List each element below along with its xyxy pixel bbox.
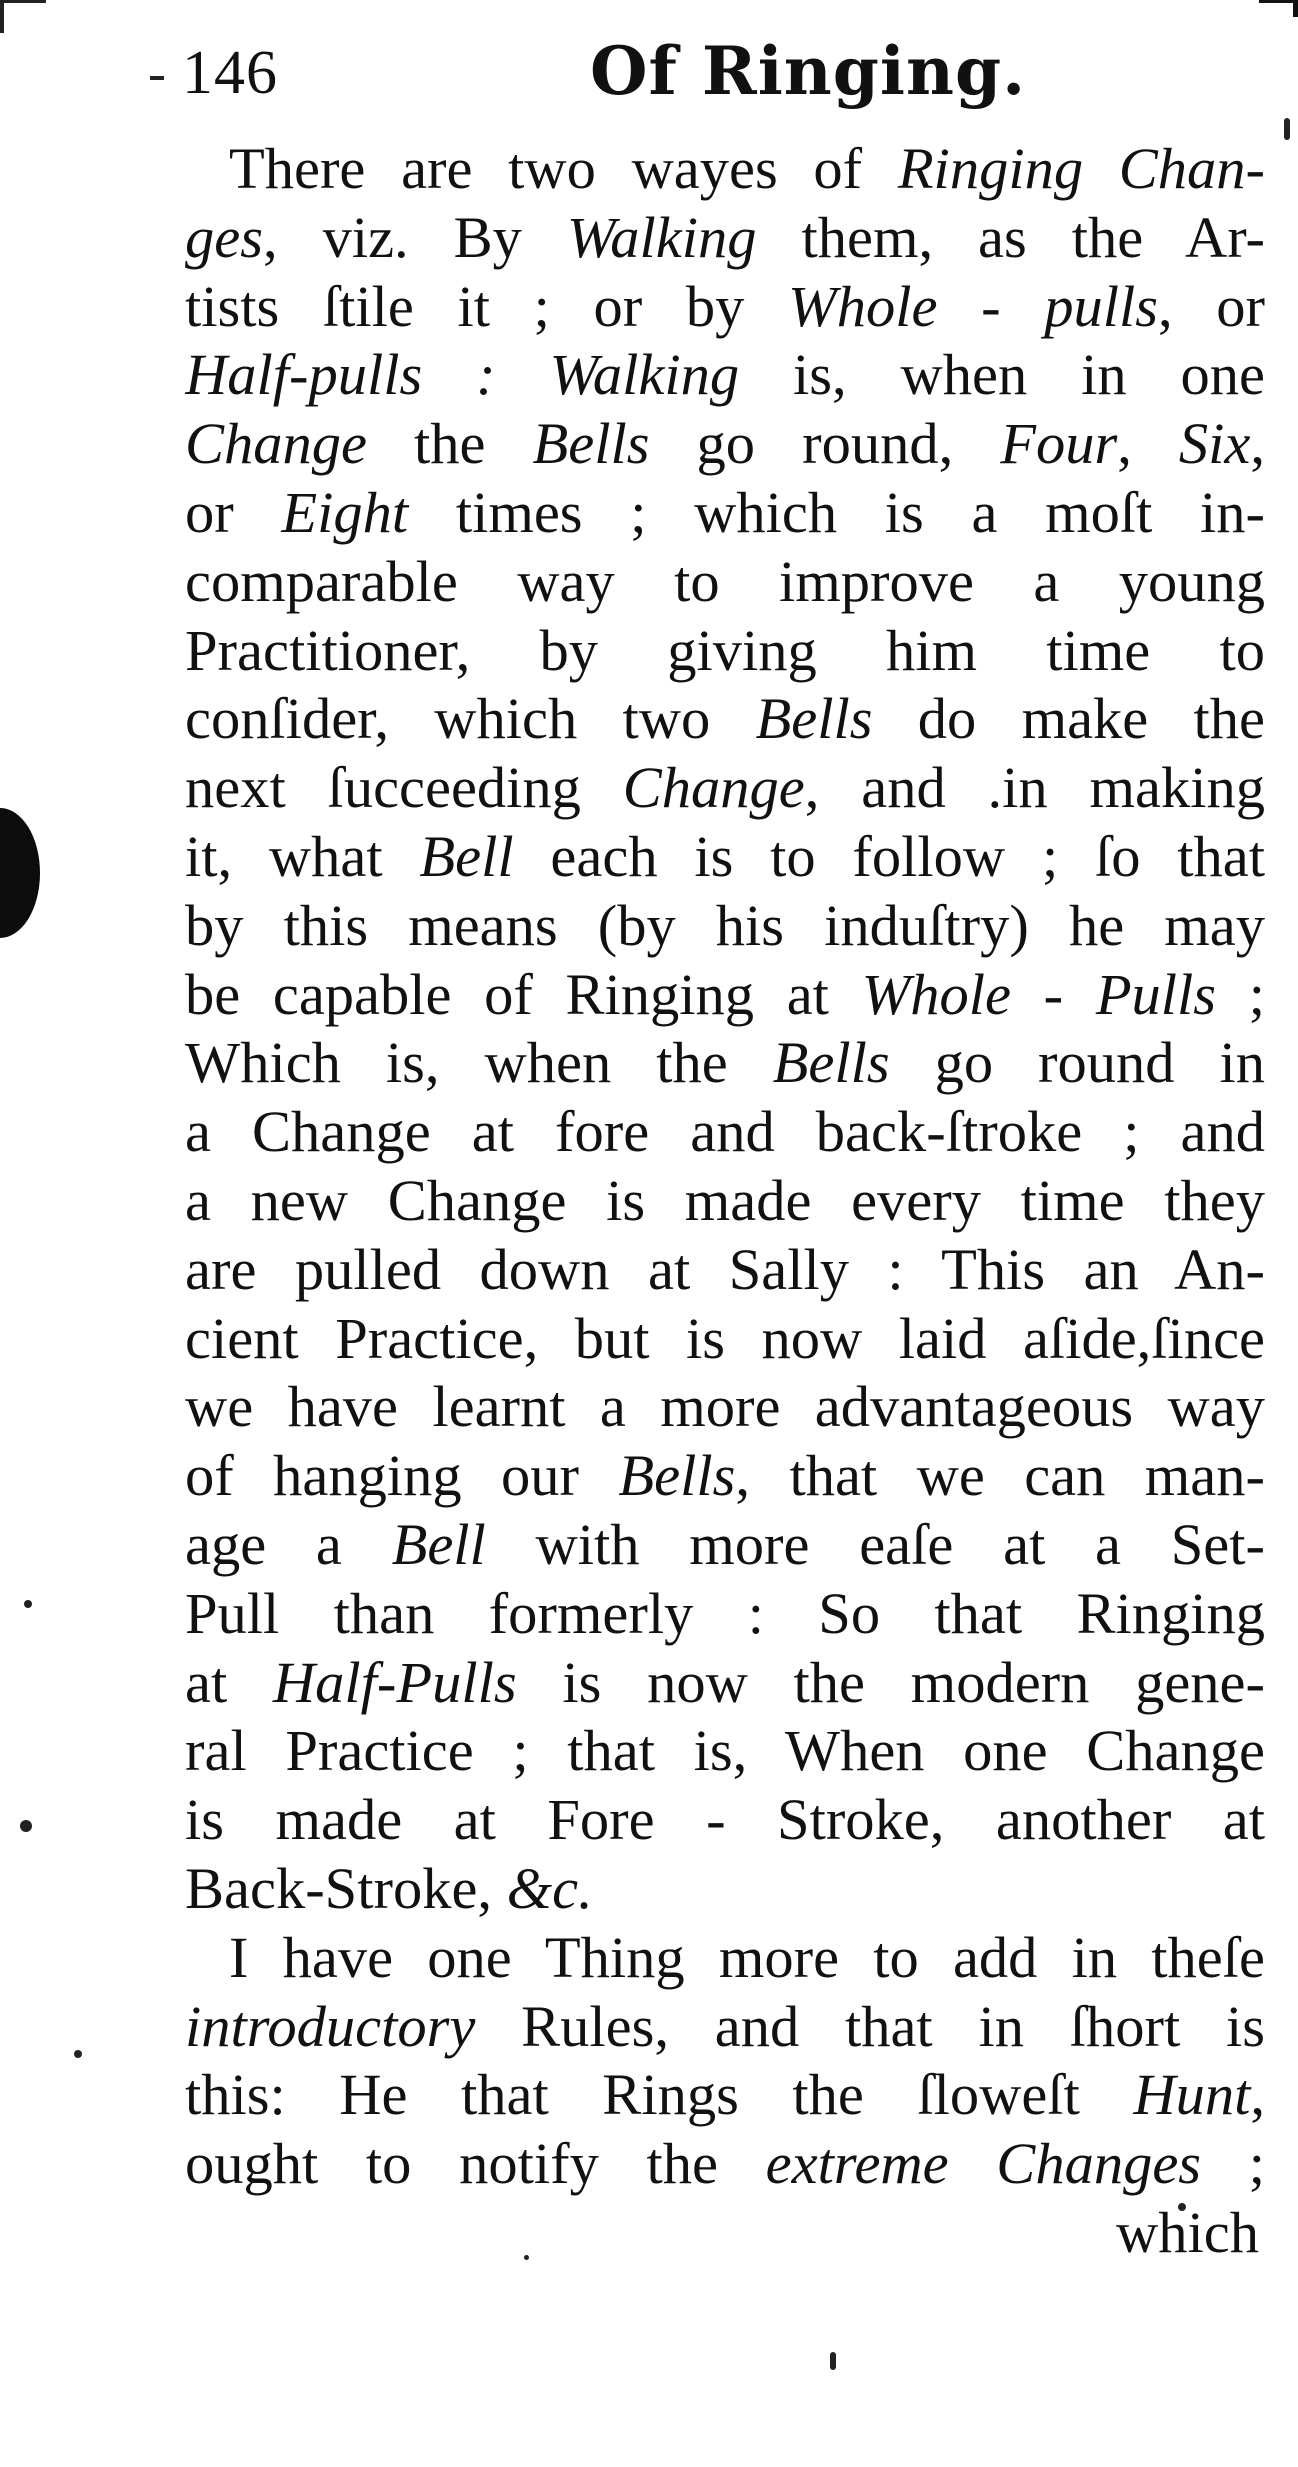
text-line bbox=[185, 823, 1265, 892]
catchword: which bbox=[1116, 2199, 1259, 2265]
text-run: it, what bbox=[185, 823, 420, 889]
text-line bbox=[185, 617, 1265, 686]
text-run: each is to follow ; ſo that bbox=[513, 823, 1265, 889]
italic-run: Whole - Pulls bbox=[861, 961, 1217, 1027]
text-run: go round in bbox=[889, 1030, 1265, 1096]
text-run: times ; which is a moſt in- bbox=[408, 479, 1265, 545]
text-line bbox=[185, 1855, 1265, 1924]
text-run: , bbox=[1117, 411, 1179, 477]
text-run: be capable of Ringing at bbox=[185, 961, 862, 1027]
text-run: , viz. By bbox=[262, 204, 567, 270]
text-run bbox=[496, 342, 550, 407]
ink-speck bbox=[24, 1600, 32, 1608]
italic-run: Ringing Chan- bbox=[897, 136, 1265, 201]
page-number: 146 bbox=[182, 39, 278, 107]
text-line bbox=[185, 1236, 1265, 1305]
italic-run: Hunt bbox=[1133, 2062, 1251, 2128]
italic-run: Walking bbox=[549, 342, 740, 408]
text-line bbox=[185, 410, 1265, 479]
ink-speck bbox=[830, 2352, 836, 2370]
text-line bbox=[185, 1649, 1265, 1718]
ink-speck bbox=[20, 1820, 32, 1832]
text-line bbox=[185, 273, 1265, 342]
text-run: , or bbox=[1158, 273, 1265, 339]
paragraph bbox=[185, 135, 1265, 1924]
text-run: by this means (by his induſtry) he may bbox=[185, 892, 1265, 958]
text-line bbox=[185, 1442, 1265, 1511]
text-line bbox=[185, 1924, 1265, 1993]
text-line bbox=[185, 1511, 1265, 1580]
text-run: are pulled down at Sally : This an An- bbox=[185, 1236, 1265, 1302]
italic-run: Half-Pulls bbox=[272, 1649, 517, 1715]
text-run: do make the bbox=[872, 686, 1265, 752]
text-line bbox=[185, 1167, 1265, 1236]
italic-run: Whole - pulls bbox=[788, 273, 1159, 339]
italic-run: introductory bbox=[185, 1993, 476, 2059]
italic-run: Eight bbox=[281, 479, 409, 545]
text-run: with more eaſe at a Set- bbox=[485, 1511, 1265, 1577]
text-run: Back-Stroke, bbox=[185, 1855, 507, 1921]
italic-run: Six bbox=[1178, 411, 1251, 477]
text-line bbox=[185, 341, 1265, 410]
text-run: I have one Thing more to add in theſe bbox=[229, 1924, 1265, 1990]
text-line bbox=[185, 892, 1265, 961]
paragraph bbox=[185, 1924, 1265, 2199]
text-run: , that we can man- bbox=[735, 1443, 1265, 1509]
page-corner-mark bbox=[0, 0, 46, 33]
text-run: next ſucceeding bbox=[185, 755, 623, 821]
text-line bbox=[185, 1580, 1265, 1649]
italic-run: Bells bbox=[532, 411, 650, 477]
text-line bbox=[185, 1993, 1265, 2062]
italic-run: Bells bbox=[618, 1443, 736, 1509]
body-text bbox=[185, 135, 1265, 2268]
text-run: comparable way to improve a young bbox=[185, 548, 1265, 614]
text-line bbox=[185, 2061, 1265, 2130]
italic-run: Half-pulls : bbox=[185, 342, 496, 408]
text-line bbox=[185, 1098, 1265, 1167]
text-line bbox=[185, 754, 1265, 823]
italic-run: Walking bbox=[566, 204, 757, 270]
text-line bbox=[185, 1029, 1265, 1098]
italic-run: Bells bbox=[755, 686, 873, 752]
text-line bbox=[185, 961, 1265, 1030]
text-run: of hanging our bbox=[185, 1443, 619, 1509]
page-edge-mark bbox=[1259, 0, 1298, 17]
italic-run: ges bbox=[185, 204, 263, 270]
text-line bbox=[185, 685, 1265, 754]
text-run: we have learnt a more advantageous way bbox=[185, 1374, 1265, 1440]
text-line bbox=[185, 479, 1265, 548]
text-run: ought to notify the bbox=[185, 2131, 766, 2197]
text-run: this: He that Rings the ſloweſt bbox=[185, 2062, 1134, 2128]
text-line bbox=[185, 135, 1265, 204]
text-line bbox=[185, 1717, 1265, 1786]
text-run: cient Practice, but is now laid aſide,ſince bbox=[185, 1305, 1265, 1371]
text-run: Practitioner, by giving him time to bbox=[185, 617, 1265, 683]
text-run: age a bbox=[185, 1511, 392, 1577]
text-run: tists ſtile it ; or by bbox=[185, 273, 789, 339]
text-run: or bbox=[185, 479, 282, 545]
text-run: Which is, when the bbox=[185, 1030, 773, 1096]
text-run: them, as the Ar- bbox=[756, 204, 1265, 270]
page-number-dash bbox=[150, 76, 164, 80]
text-run: is, when in one bbox=[739, 342, 1265, 408]
text-run: Pull than formerly : So that Ringing bbox=[185, 1580, 1265, 1646]
text-run: a new Change is made every time they bbox=[185, 1167, 1265, 1233]
italic-run: Change bbox=[185, 411, 367, 477]
text-line bbox=[185, 1373, 1265, 1442]
text-run: , bbox=[1250, 2062, 1265, 2128]
italic-run: Change bbox=[622, 755, 805, 821]
ink-speck bbox=[1284, 118, 1290, 140]
italic-run: Bell bbox=[391, 1511, 486, 1577]
italic-run: Bell bbox=[419, 823, 514, 889]
text-run: There are two wayes of bbox=[229, 136, 898, 201]
text-run: a Change at fore and back-ſtroke ; and bbox=[185, 1099, 1265, 1165]
text-run: Rules, and that in ſhort is bbox=[475, 1993, 1265, 2059]
ink-speck bbox=[74, 2050, 82, 2058]
binding-blot bbox=[0, 808, 40, 938]
text-run: ; bbox=[1216, 961, 1265, 1027]
text-run: is now the modern gene- bbox=[516, 1649, 1265, 1715]
running-title: Of Ringing. bbox=[590, 32, 1027, 110]
text-run: ; bbox=[1201, 2131, 1265, 2197]
italic-run: Four bbox=[1000, 411, 1118, 477]
text-line bbox=[185, 1305, 1265, 1374]
text-run: , and .in making bbox=[804, 755, 1265, 821]
text-run: is made at Fore - Stroke, another at bbox=[185, 1787, 1265, 1853]
text-run: conſider, which two bbox=[185, 686, 756, 752]
italic-run: Bells bbox=[772, 1030, 890, 1096]
italic-run: &c. bbox=[506, 1855, 593, 1921]
text-line bbox=[185, 2130, 1265, 2199]
text-run: the bbox=[366, 411, 533, 477]
text-line bbox=[185, 548, 1265, 617]
text-line bbox=[185, 1786, 1265, 1855]
text-run: at bbox=[185, 1649, 273, 1715]
running-head bbox=[160, 20, 1280, 120]
text-run: ral Practice ; that is, When one Change bbox=[185, 1718, 1265, 1784]
text-run: go round, bbox=[649, 411, 1001, 477]
italic-run: extreme Changes bbox=[765, 2131, 1202, 2197]
text-run: , bbox=[1250, 411, 1265, 477]
text-line bbox=[185, 204, 1265, 273]
